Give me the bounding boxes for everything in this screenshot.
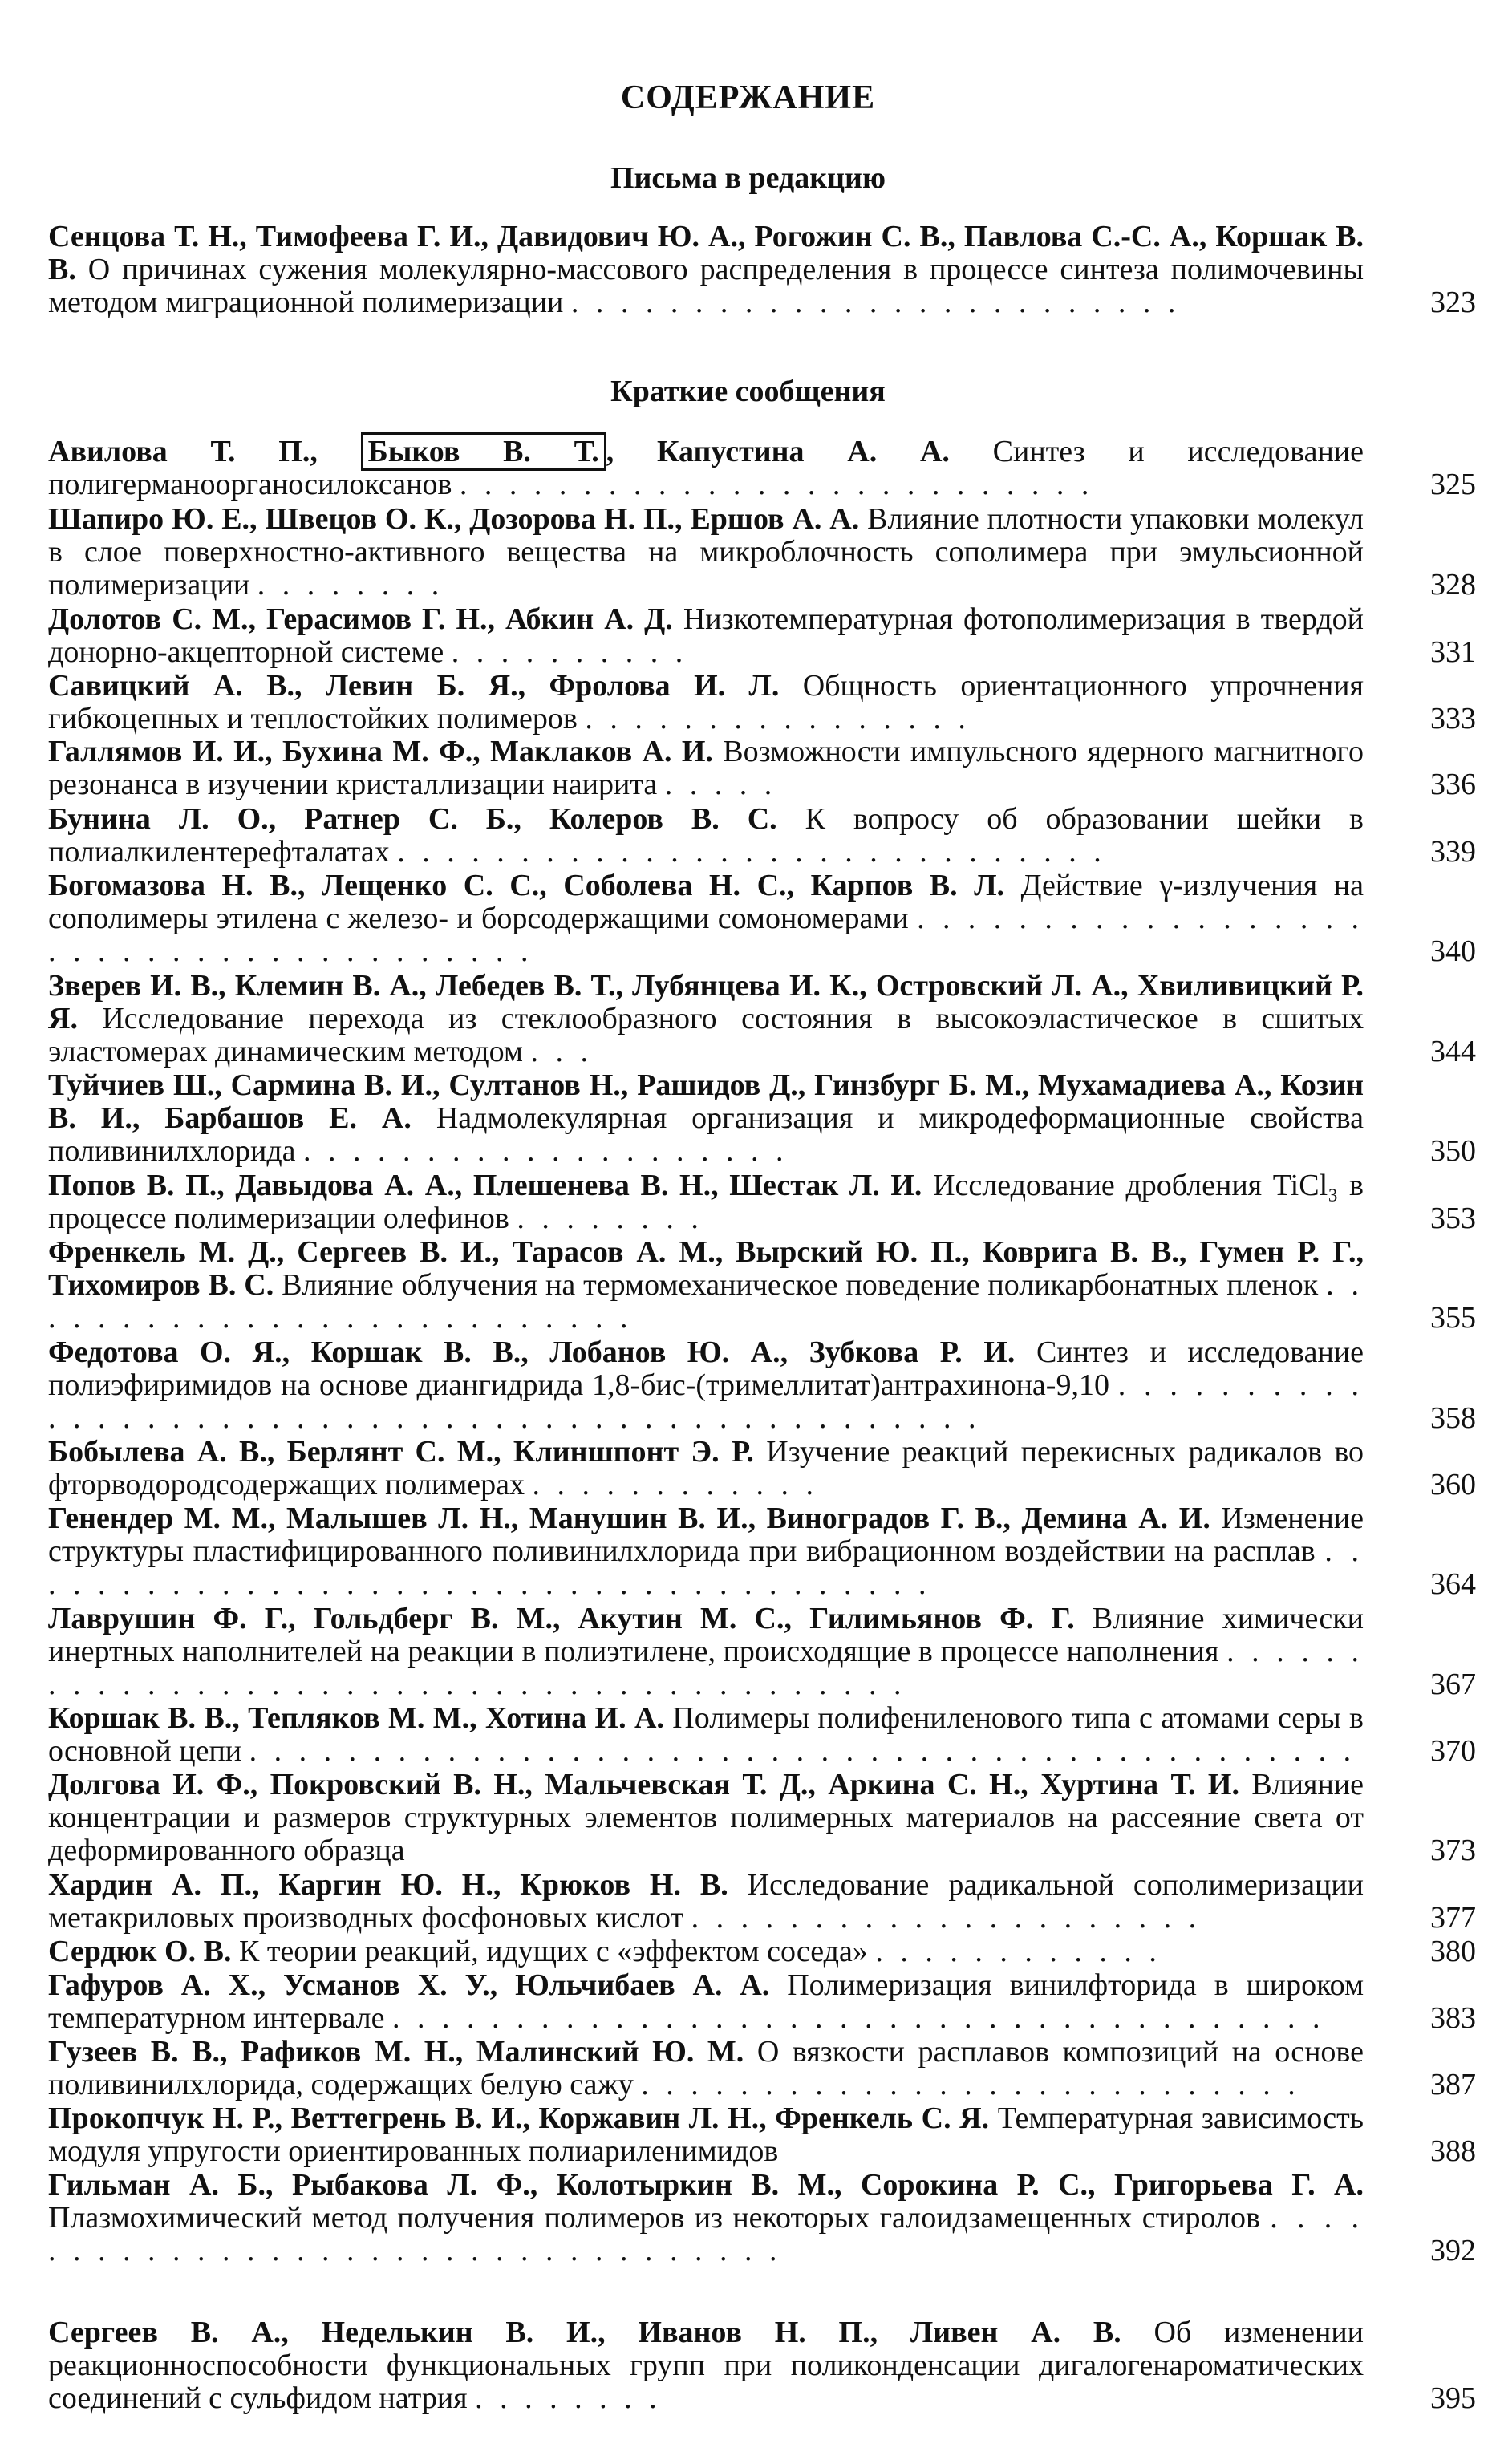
entry-page: 350: [1430, 1134, 1476, 1168]
entry-text: [48, 1702, 1364, 1768]
entry-authors: Лаврушин Ф. Г., Гольдберг В. М., Акутин М. С., Гилимьянов Ф. Г.: [48, 1602, 1075, 1635]
entry-page: 364: [1430, 1567, 1476, 1601]
leader-dots: . . . . . . . . . . . . . . . . . . . . . . . . . . . . . . . . . . . . . .: [48, 1534, 1364, 1601]
toc-entry[interactable]: [48, 1436, 1476, 1502]
entry-page: 395: [1430, 2381, 1476, 2415]
entry-text: [48, 436, 1364, 501]
entry-authors: Прокопчук Н. Р., Веттегрень В. И., Коржавин Л. Н., Френкель С. Я.: [48, 2101, 990, 2135]
toc-entry[interactable]: [48, 221, 1476, 319]
toc-entry[interactable]: [48, 1069, 1476, 1168]
entry-page: 383: [1430, 2001, 1476, 2035]
entry-text: [48, 736, 1364, 801]
entry-title: Надмолекулярная организация и микродеформационные свойства поливинилхлорида: [48, 1101, 1364, 1168]
entry-text: [48, 869, 1364, 968]
entry-text: [48, 603, 1364, 669]
toc-entry[interactable]: [48, 970, 1476, 1068]
entry-authors: Попов В. П., Давыдова А. А., Плешенева В. Н., Шестак Л. И.: [48, 1169, 922, 1202]
entry-authors: [48, 432, 950, 471]
leader-dots: . . . . . . . . . . . . . . . . . . . . . . . . . . . . . . . . . . . . . .: [48, 902, 1364, 968]
entry-authors: Френкель М. Д., Сергеев В. И., Тарасов А. М., Вырский Ю. П., Коврига В. В., Гумен Р. Г., Тихомиров В. С.: [48, 1235, 1364, 1302]
entry-page: 333: [1430, 702, 1476, 736]
entry-text: [48, 1969, 1364, 2035]
entry-text: [48, 2102, 1364, 2168]
leader-dots: . . . . . . . . . . . . . . . . . . . . . . . . . . . . . . . . . . . . . .: [391, 2001, 1325, 2035]
entry-authors: Коршак В. В., Тепляков М. М., Хотина И. А.: [48, 1701, 664, 1735]
entry-authors: Долотов С. М., Герасимов Г. Н., Абкин А. Д.: [48, 602, 673, 636]
entry-title: Синтез и исследование полигерманоорганосилоксанов: [48, 435, 1364, 501]
entry-text: [48, 803, 1364, 869]
entry-page: 325: [1430, 468, 1476, 501]
entry-authors: Галлямов И. И., Бухина М. Ф., Маклаков А. И.: [48, 735, 713, 768]
entry-title: Температурная зависимость модуля упругости ориентированных полиариленимидов: [48, 2101, 1364, 2168]
leader-dots: . . . . . . . . . . . . . . . . . . . . . . . . . .: [459, 468, 1094, 501]
leader-dots: . . . . . . . . . . . . . . . . . . . . . . . . . . .: [641, 2068, 1300, 2101]
toc-entry[interactable]: [48, 736, 1476, 801]
entry-authors: Сердюк О. В.: [48, 1935, 232, 1968]
entry-title: Влияние облучения на термомеханическое поведение поликарбонатных пленок: [282, 1268, 1319, 1302]
boxed-author: Быков В. Т.: [361, 432, 606, 471]
toc-entry[interactable]: [48, 503, 1476, 602]
entry-title: Плазмохимический метод получения полимеров из некоторых галоидзамещенных стиролов: [48, 2201, 1260, 2235]
entry-text: [48, 221, 1364, 319]
entry-title: Влияние концентрации и размеров структурных элементов полимерных материалов на рассеяние света от деформированного образца: [48, 1768, 1364, 1867]
entry-page: 373: [1430, 1834, 1476, 1867]
leader-dots: . . . . . . . . . . . . . . . . . . . . . . . . . . . . .: [397, 835, 1106, 869]
entry-authors: Федотова О. Я., Коршак В. В., Лобанов Ю. А., Зубкова Р. И.: [48, 1335, 1016, 1369]
entry-text: [48, 1069, 1364, 1168]
leader-dots: . . . . . . . . . .: [451, 635, 688, 669]
entry-title: Полимеризация винилфторида в широком температурном интервале: [48, 1968, 1364, 2035]
entry-authors: Гузеев В. В., Рафиков М. Н., Малинский Ю. М.: [48, 2035, 744, 2069]
author-segment: Авилова Т. П.,: [48, 435, 318, 468]
entry-text: [48, 2036, 1364, 2101]
entry-text: [48, 1169, 1364, 1235]
entry-title: О вязкости расплавов композиций на основе поливинилхлорида, содержащих белую сажу: [48, 2035, 1364, 2101]
toc-entry[interactable]: [48, 1969, 1476, 2035]
entry-page: 336: [1430, 768, 1476, 801]
entry-title: К вопросу об образовании шейки в полиалкилентерефталатах: [48, 802, 1364, 869]
entry-page: 328: [1430, 568, 1476, 602]
toc-entry[interactable]: [48, 436, 1476, 501]
toc-entry[interactable]: [48, 1935, 1476, 1968]
leader-dots: . . . . . . . .: [475, 2381, 662, 2415]
entry-authors: Бобылева А. В., Берлянт С. М., Клиншпонт Э. Р.: [48, 1435, 754, 1469]
section-heading-brief: Краткие сообщения: [610, 375, 886, 408]
entry-text: [48, 503, 1364, 602]
entry-title: Низкотемпературная фотополимеризация в твердой донорно-акцепторной системе: [48, 602, 1364, 669]
entry-text: [48, 1869, 1364, 1935]
entry-title: Изменение структуры пластифицированного поливинилхлорида при вибрационном воздействии на расплав: [48, 1502, 1364, 1568]
entry-page: 353: [1430, 1202, 1476, 1235]
entry-authors: Бунина Л. О., Ратнер С. Б., Колеров В. С.: [48, 802, 777, 836]
entry-title: Исследование радикальной сополимеризации метакриловых производных фосфоновых кислот: [48, 1868, 1364, 1935]
toc-entry[interactable]: [48, 1169, 1476, 1235]
entry-authors: Туйчиев Ш., Сармина В. И., Султанов Н., Рашидов Д., Гинзбург Б. М., Мухамадиева А., Козин В. И., Барбашов Е. А.: [48, 1068, 1364, 1135]
entry-page: 360: [1430, 1468, 1476, 1502]
entry-page: 370: [1430, 1734, 1476, 1768]
leader-dots: . . . . . . . . . . . . . . . . . . . . . . . . . . . . . . . . . . . . . . . . .: [48, 1635, 1364, 1701]
entry-text: [48, 1769, 1364, 1867]
toc-entry[interactable]: [48, 1869, 1476, 1935]
entry-text: [48, 670, 1364, 736]
entry-title: Об изменении реакционноспособности функциональных групп при поликонденсации дигалогенароматических соединений с сульфидом натрия: [48, 2316, 1364, 2415]
toc-entry[interactable]: [48, 2316, 1476, 2415]
entry-title: Влияние плотности упаковки молекул в слое поверхностно-активного вещества на микроблочность сополимера при эмульсионной полимеризации: [48, 502, 1364, 602]
entry-title: Общность ориентационного упрочнения гибкоцепных и теплостойких полимеров: [48, 669, 1364, 736]
entry-text: [48, 970, 1364, 1068]
toc-entry[interactable]: [48, 603, 1476, 669]
leader-dots: . . . . . . . . . . . .: [875, 1935, 1162, 1968]
entry-page: 387: [1430, 2068, 1476, 2101]
entry-page: 367: [1430, 1668, 1476, 1701]
entry-text: [48, 1603, 1364, 1701]
toc-entry[interactable]: [48, 1236, 1476, 1335]
entry-authors: Генендер М. М., Малышев Л. Н., Манушин В. И., Виноградов Г. В., Демина А. И.: [48, 1502, 1210, 1535]
leader-dots: . . . . . . . .: [517, 1202, 703, 1235]
toc-entry[interactable]: [48, 869, 1476, 968]
entry-authors: Хардин А. П., Каргин Ю. Н., Крюков Н. В.: [48, 1868, 728, 1902]
entry-text: [48, 1436, 1364, 1502]
entry-title: Исследование перехода из стеклообразного состояния в высокоэластическое в сшитых эластомерах динамическим методом: [48, 1002, 1364, 1068]
entry-page: 339: [1430, 835, 1476, 869]
leader-dots: . . . . . . . . . . . . . . . . . . . . . . . . .: [570, 286, 1181, 319]
entry-title: Изучение реакций перекисных радикалов во фторводородсодержащих полимерах: [48, 1435, 1364, 1502]
leader-dots: . . .: [530, 1035, 593, 1068]
toc-entry[interactable]: [48, 803, 1476, 869]
entry-page: 355: [1430, 1301, 1476, 1335]
section-heading-letters: Письма в редакцию: [610, 161, 886, 195]
entry-title: Влияние химически инертных наполнителей на реакции в полиэтилене, происходящие в процессе наполнения: [48, 1602, 1364, 1668]
entry-authors: Савицкий А. В., Левин Б. Я., Фролова И. Л.: [48, 669, 780, 703]
toc-entry[interactable]: [48, 1336, 1476, 1435]
toc-entry[interactable]: [48, 2169, 1476, 2267]
entry-page: 344: [1430, 1035, 1476, 1068]
entry-text: [48, 1502, 1364, 1601]
entry-text: [48, 2169, 1364, 2267]
entry-title: Исследование дробления TiCl₃ в процессе полимеризации олефинов: [48, 1169, 1364, 1235]
entry-page: 388: [1430, 2134, 1476, 2168]
leader-dots: . . . . . . . . . . . . . . . . . . . . .: [691, 1901, 1202, 1935]
entry-title: Синтез и исследование полиэфиримидов на основе диангидрида 1,8-бис-(тримеллитат)антрахинона-9,10: [48, 1335, 1364, 1402]
entry-page: 392: [1430, 2234, 1476, 2267]
leader-dots: . . . . .: [664, 768, 777, 801]
leader-dots: . . . . . . . . . . . .: [532, 1468, 818, 1502]
leader-dots: . . . . . . . . . . . . . . . . . . . . . . . . . .: [48, 1268, 1364, 1335]
entry-authors: Гафуров А. Х., Усманов Х. У., Юльчибаев А. А.: [48, 1968, 770, 2002]
author-segment: , Капустина А. А.: [606, 435, 950, 468]
entry-title: Полимеры полифениленового типа с атомами серы в основной цепи: [48, 1701, 1364, 1768]
entry-authors: Гильман А. Б., Рыбакова Л. Ф., Колотыркин В. М., Сорокина Р. С., Григорьева Г. А.: [48, 2168, 1364, 2202]
toc-entry[interactable]: [48, 2036, 1476, 2101]
entry-authors: Сергеев В. А., Неделькин В. И., Иванов Н. П., Ливен А. В.: [48, 2316, 1121, 2349]
entry-authors: Сенцова Т. Н., Тимофеева Г. И., Давидович Ю. А., Рогожин С. В., Павлова С.-С. А., Коршак В. В.: [48, 220, 1364, 286]
entry-authors: Богомазова Н. В., Лещенко С. С., Соболева Н. С., Карпов В. Л.: [48, 869, 1005, 902]
toc-entry[interactable]: [48, 1702, 1476, 1768]
entry-title: Возможности импульсного ядерного магнитного резонанса в изучении кристаллизации наирита: [48, 735, 1364, 801]
entry-page: 380: [1430, 1935, 1476, 1968]
entry-text: [48, 1935, 1364, 1968]
page-title: СОДЕРЖАНИЕ: [620, 79, 876, 116]
toc-entry[interactable]: [48, 1502, 1476, 1601]
entry-text: [48, 1336, 1364, 1435]
entry-page: 331: [1430, 635, 1476, 669]
entry-title: О причинах сужения молекулярно-массового распределения в процессе синтеза полимочевины методом миграционной полимеризации: [48, 253, 1364, 319]
entry-authors: Долгова И. Ф., Покровский В. Н., Мальчевская Т. Д., Аркина С. Н., Хуртина Т. И.: [48, 1768, 1239, 1801]
entry-text: [48, 1236, 1364, 1335]
entry-page: 377: [1430, 1901, 1476, 1935]
entry-authors: Зверев И. В., Клемин В. А., Лебедев В. Т., Лубянцева И. К., Островский Л. А., Хвиливицкий Р. Я.: [48, 969, 1364, 1035]
leader-dots: . . . . . . . . . . . . . . . . . . . . . . . . . . . . . . . . . . . . . . . . . . . . . . . .: [48, 1368, 1364, 1435]
entry-title: К теории реакций, идущих с «эффектом соседа»: [238, 1935, 868, 1968]
leader-dots: . . . . . . . . . . . . . . . . . . . . . . . . . . . . . . . . . .: [48, 2201, 1364, 2267]
toc-entry[interactable]: [48, 2102, 1476, 2168]
leader-dots: . . . . . . . . . . . . . . . .: [585, 702, 971, 736]
toc-entry[interactable]: [48, 1603, 1476, 1701]
entry-page: 323: [1430, 286, 1476, 319]
leader-dots: . . . . . . . . . . . . . . . . . . . .: [303, 1134, 789, 1168]
leader-dots: . . . . . . . . . . . . . . . . . . . . . . . . . . . . . . . . . . . . . . . . . . . . .: [249, 1734, 1356, 1768]
entry-title: Действие γ-излучения на сополимеры этилена с железо- и борсодержащими сомономерами: [48, 869, 1364, 935]
entry-page: 340: [1430, 934, 1476, 968]
entry-page: 358: [1430, 1401, 1476, 1435]
toc-entry[interactable]: [48, 670, 1476, 736]
entry-text: [48, 2316, 1364, 2415]
leader-dots: . . . . . . . .: [257, 568, 444, 602]
entry-authors: Шапиро Ю. Е., Швецов О. К., Дозорова Н. П., Ершов А. А.: [48, 502, 860, 536]
toc-entry[interactable]: [48, 1769, 1476, 1867]
